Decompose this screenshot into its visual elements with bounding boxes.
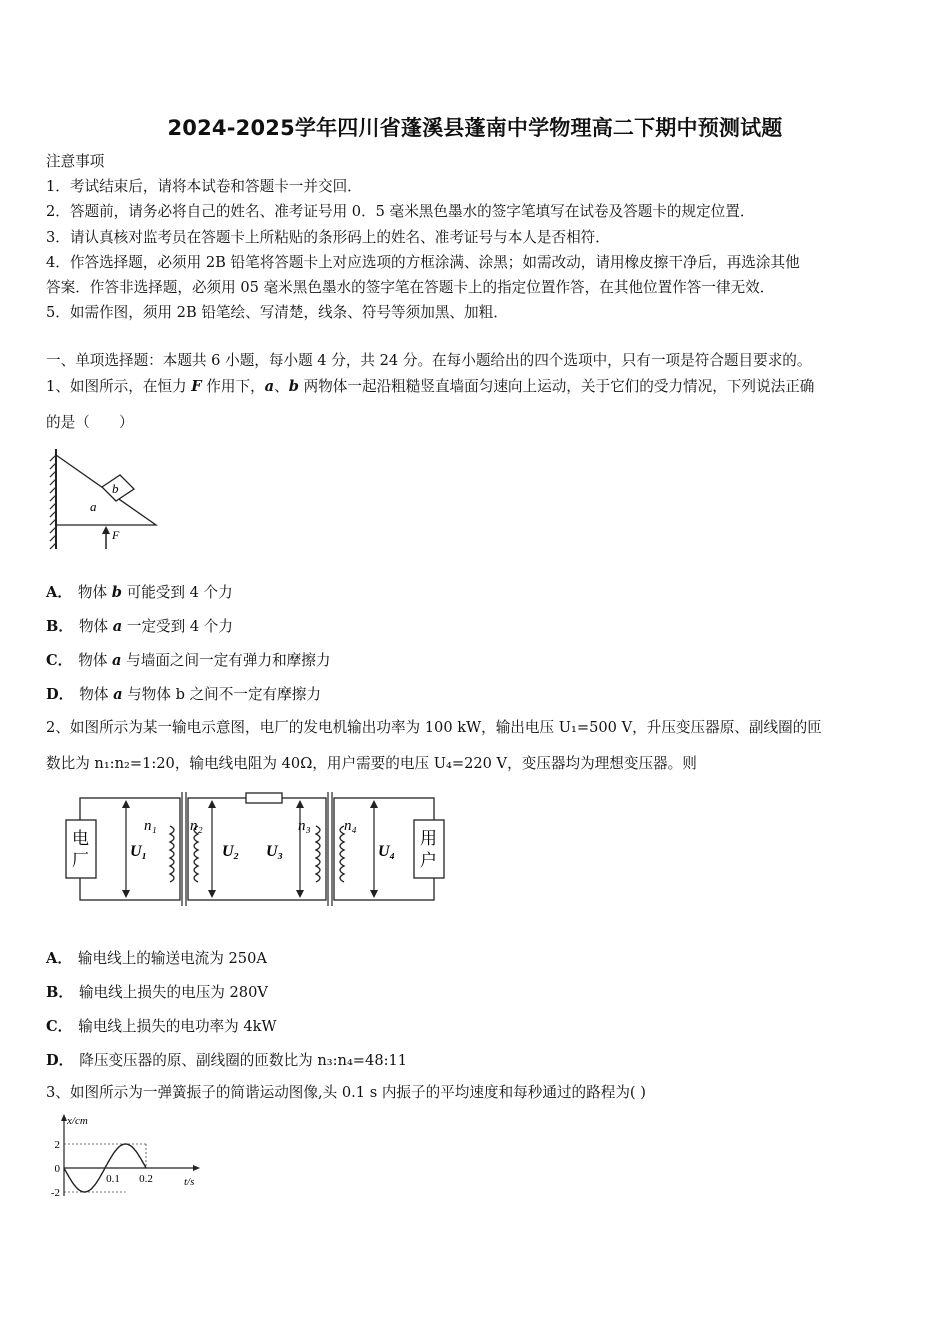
label-n2: n₂ bbox=[190, 818, 203, 834]
q2-option-b: B． 输电线上损失的电压为 280V bbox=[46, 984, 268, 1001]
label-U2: U₂ bbox=[222, 843, 240, 860]
label-b: b bbox=[112, 481, 119, 496]
transmission-loop bbox=[188, 798, 326, 900]
user-char-2: 户 bbox=[420, 851, 437, 870]
coil-n2 bbox=[194, 826, 198, 882]
q1-option-b: B． 物体 a 一定受到 4 个力 bbox=[46, 618, 233, 635]
coil-n4 bbox=[340, 826, 344, 882]
user-char-1: 用 bbox=[420, 829, 437, 848]
label-U4: U₄ bbox=[378, 843, 396, 860]
plant-char-1: 电 bbox=[72, 829, 89, 848]
q2-option-c: C． 输电线上损失的电功率为 4kW bbox=[46, 1018, 277, 1035]
y-tick-label: -2 bbox=[50, 1187, 60, 1199]
wall bbox=[50, 449, 56, 549]
label-n1: n₁ bbox=[144, 818, 157, 834]
x-tick-label: 0.1 bbox=[106, 1173, 120, 1185]
x-tick-label: 0.2 bbox=[139, 1173, 153, 1185]
section-heading: 一、单项选择题：本题共 6 小题，每小题 4 分，共 24 分。在每小题给出的四个选项中，只有一项是符合题目要求的。 bbox=[46, 352, 812, 369]
q3-stem-line1: 3、如图所示为一弹簧振子的简谐运动图像,头 0.1 s 内振子的平均速度和每秒通过的路程为( ) bbox=[46, 1084, 646, 1101]
q2-stem-line1: 2、如图所示为某一输电示意图，电厂的发电机输出功率为 100 kW，输出电压 U₁=500 V，升压变压器原、副线圈的匝 bbox=[46, 719, 822, 736]
notice-item: 2．答题前，请务必将自己的姓名、准考证号用 0．5 毫米黑色墨水的签字笔填写在试卷及答题卡的规定位置． bbox=[46, 203, 755, 220]
notice-item: 4．作答选择题，必须用 2B 铅笔将答题卡上对应选项的方框涂满、涂黑；如需改动，请用橡皮擦干净后，再选涂其他 bbox=[46, 254, 800, 271]
label-n4: n₄ bbox=[344, 818, 357, 834]
q2-circuit-figure bbox=[60, 788, 450, 910]
notice-item: 1．考试结束后，请将本试卷和答题卡一并交回． bbox=[46, 178, 362, 195]
q1-option-d: D． 物体 a 与物体 b 之间不一定有摩擦力 bbox=[46, 686, 321, 703]
notice-item: 3．请认真核对监考员在答题卡上所粘贴的条形码上的姓名、准考证号与本人是否相符． bbox=[46, 229, 610, 246]
q1-figure bbox=[44, 445, 169, 555]
label-n3: n₃ bbox=[298, 818, 311, 834]
label-a: a bbox=[90, 499, 97, 514]
q2-option-a: A． 输电线上的输送电流为 250A bbox=[46, 950, 267, 967]
q1-option-c: C． 物体 a 与墙面之间一定有弹力和摩擦力 bbox=[46, 652, 331, 669]
line-resistor bbox=[246, 793, 282, 803]
x-axis-label: t/s bbox=[184, 1176, 195, 1188]
notice-heading: 注意事项 bbox=[46, 153, 105, 170]
page-title: 2024-2025学年四川省蓬溪县蓬南中学物理高二下期中预测试题 bbox=[167, 116, 783, 140]
y-axis-label: x/cm bbox=[67, 1115, 88, 1127]
label-U3: U₃ bbox=[266, 843, 284, 860]
notice-item: 答案．作答非选择题，必须用 05 毫米黑色墨水的签字笔在答题卡上的指定位置作答，在其他位置作答一律无效． bbox=[46, 279, 775, 296]
force-arrowhead bbox=[102, 526, 110, 534]
notice-item: 5．如需作图，须用 2B 铅笔绘、写清楚，线条、符号等须加黑、加粗． bbox=[46, 304, 508, 321]
q2-stem-line2: 数比为 n₁:n₂=1:20，输电线电阻为 40Ω，用户需要的电压 U₄=220 V，变压器均为理想变压器。则 bbox=[46, 755, 697, 772]
coil-n3 bbox=[316, 826, 320, 882]
q1-stem-line2: 的是（ ） bbox=[46, 414, 134, 431]
q2-option-d: D． 降压变压器的原、副线圈的匝数比为 n₃:n₄=48:11 bbox=[46, 1052, 408, 1069]
y-tick-label: 0 bbox=[54, 1163, 60, 1175]
coil-n1 bbox=[170, 826, 174, 882]
q1-option-a: A． 物体 b 可能受到 4 个力 bbox=[46, 584, 233, 601]
x-axis-arrowhead bbox=[193, 1165, 200, 1171]
y-tick-label: 2 bbox=[54, 1139, 60, 1151]
label-U1: U₁ bbox=[130, 843, 148, 860]
q3-chart bbox=[44, 1110, 214, 1206]
q1-stem-line1: 1、如图所示，在恒力 F 作用下，a、b 两物体一起沿粗糙竖直墙面匀速向上运动，关于它们的受力情况，下列说法正确 bbox=[46, 378, 815, 395]
plant-char-2: 厂 bbox=[72, 851, 89, 870]
label-F: F bbox=[112, 528, 120, 542]
